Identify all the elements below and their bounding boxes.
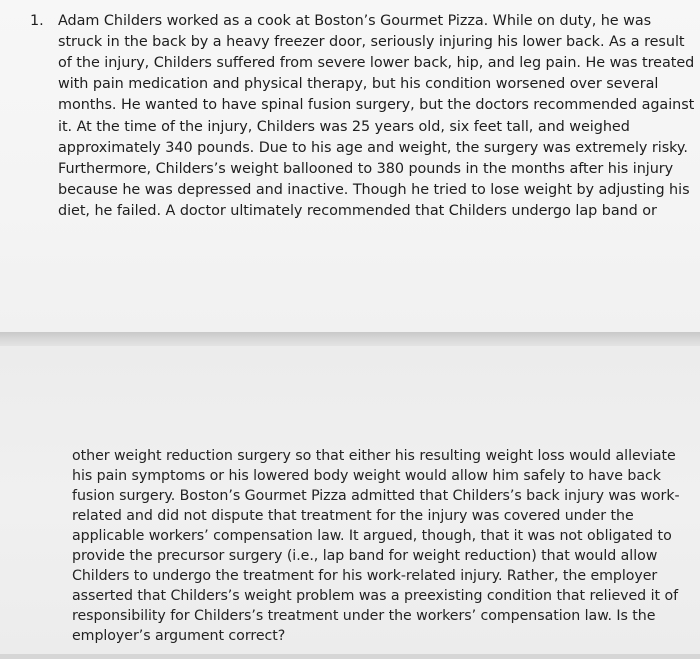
text-line: applicable workers’ compensation law. It argued, though, that it was not obligated to [72, 528, 672, 544]
text-line: Adam Childers worked as a cook at Boston’s Gourmet Pizza. While on duty, he was [58, 13, 652, 29]
text-line: other weight reduction surgery so that either his resulting weight loss would alleviate [72, 448, 676, 464]
text-line: fusion surgery. Boston’s Gourmet Pizza admitted that Childers’s back injury was work- [72, 488, 680, 504]
text-line: struck in the back by a heavy freezer door, seriously injuring his lower back. As a result [58, 34, 685, 50]
text-line: Childers to undergo the treatment for his work-related injury. Rather, the employer [72, 568, 658, 584]
text-line: provide the precursor surgery (i.e., lap band for weight reduction) that would allow [72, 548, 658, 564]
text-line: approximately 340 pounds. Due to his age and weight, the surgery was extremely risky. [58, 140, 688, 156]
text-line: it. At the time of the injury, Childers was 25 years old, six feet tall, and weighed [58, 119, 630, 135]
text-line: responsibility for Childers’s treatment under the workers’ compensation law. Is the [72, 608, 656, 624]
text-line: asserted that Childers’s weight problem was a preexisting condition that relieved it of [72, 588, 679, 604]
text-line: months. He wanted to have spinal fusion surgery, but the doctors recommended against [58, 97, 695, 113]
text-line: of the injury, Childers suffered from severe lower back, hip, and leg pain. He was treated [58, 55, 695, 71]
text-line: Furthermore, Childers’s weight ballooned to 380 pounds in the months after his injury [58, 161, 674, 177]
text-line: diet, he failed. A doctor ultimately recommended that Childers undergo lap band or [58, 203, 657, 219]
text-line: with pain medication and physical therapy, but his condition worsened over several [58, 76, 659, 92]
question-number: 1. [30, 13, 44, 29]
text-line: his pain symptoms or his lowered body weight would allow him safely to have back [72, 468, 661, 484]
page-divider [0, 332, 700, 346]
page-bottom-edge [0, 654, 700, 659]
text-line: because he was depressed and inactive. Though he tried to lose weight by adjusting his [58, 182, 690, 198]
text-line: employer’s argument correct? [72, 628, 286, 644]
text-line: related and did not dispute that treatment for the injury was covered under the [72, 508, 634, 524]
